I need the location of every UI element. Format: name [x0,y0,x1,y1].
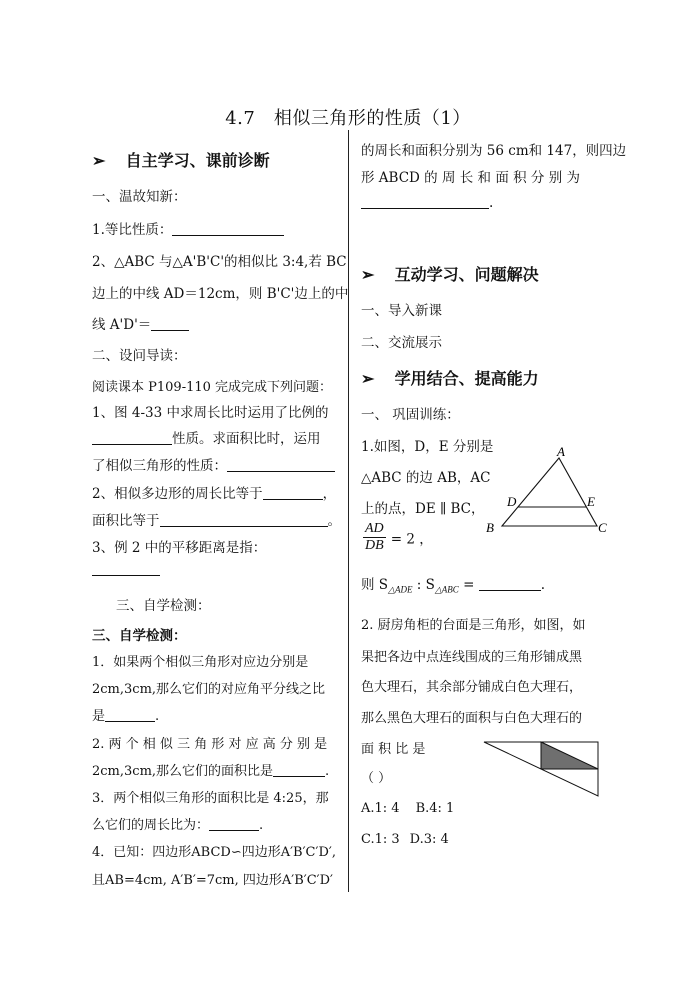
q1-line: 1.等比性质： [92,218,284,238]
p2-line4: 那么黑色大理石的面积与白色大理石的 [361,711,583,726]
p2-paren: （ ） [361,771,392,786]
review-heading: 一、温故知新： [92,189,187,205]
answer-blank[interactable] [273,763,325,777]
drill-heading: 一、 巩固训练： [361,407,460,423]
p2-line3: 色大理石，其余部分铺成白色大理石， [361,680,583,695]
options-row1 [361,801,454,816]
arrow-bullet-icon: ➢ [92,151,106,170]
p2-line5: 面 积 比 是 [361,742,426,757]
read-instruction: 阅读课本 P109-110 完成完成下列问题： [92,380,333,395]
q2-line1: 2、△ABC 与△A'B'C'的相似比 3:4,若 BC [92,254,347,270]
page-title: 4.7 相似三角形的性质（1） [225,108,471,129]
answer-blank[interactable] [160,513,328,527]
c3-line2: 么它们的周长比为： . [92,818,264,833]
g1-line1: 1、图 4-33 中求周长比时运用了比例的 [92,405,329,421]
triangle-figure [482,444,612,536]
shaded-midpoint-triangle [541,742,598,769]
option-d[interactable]: D.3: 4 [409,832,449,847]
p1-line2: △ABC 的边 AB，AC [361,470,491,486]
g2-line2: 面积比等于 。 [92,513,341,529]
answer-blank[interactable] [151,317,189,331]
column-divider [348,130,349,892]
option-b[interactable]: B.4: 1 [415,801,455,816]
label-d: D [507,494,517,509]
triangle-abc [502,458,597,526]
ratio-given: $\frac{AD}{DB}$ = 2 ， [365,521,433,553]
answer-blank[interactable] [105,708,155,722]
section-heading-interactive: ➢ 互动学习、问题解决 [361,265,539,284]
section-title: 自主学习、课前诊断 [125,151,270,170]
g2-line1: 2、相似多边形的周长比等于 ， [92,486,337,502]
label-b: B [486,520,494,535]
g1-line2: 性质。求面积比时，运用 [92,427,321,447]
c1-line2: 2cm,3cm,那么它们的对应角平分线之比 [92,682,326,697]
c4-cont-line2: 形 ABCD 的 周 长 和 面 积 分 别 为 [361,170,580,186]
options-row2 [361,832,449,847]
label-a: A [557,444,565,459]
c2-line2: 2cm,3cm,那么它们的面积比是 . [92,764,330,779]
c3-line1: 3．两个相似三角形的面积比是 4:25，那 [92,791,329,806]
self-check-heading-bold: 三、自学检测： [92,628,187,644]
c4-line2: 且AB=4cm, A′B′=7cm, 四边形A′B′C′D′ [92,873,333,888]
answer-blank[interactable] [361,195,489,209]
p1-area-ratio: 则 $S_{\triangle ADE}$ : $S_{\triangle ABC}$ = . [361,577,545,595]
c2-line1: 2. 两 个 相 似 三 角 形 对 应 高 分 别 是 [92,737,328,752]
exchange-item: 二、交流展示 [361,335,442,351]
g3-line2 [92,562,160,578]
p2-line2: 果把各边中点连线围成的三角形铺成黑 [361,650,583,665]
q2-line2: 边上的中线 AD＝12cm，则 B'C'边上的中 [92,286,349,302]
answer-blank[interactable] [172,222,284,236]
self-check-heading-plain: 三、自学检测： [116,598,211,614]
counter-figure [482,740,602,798]
arrow-bullet-icon: ➢ [361,265,375,284]
c4-cont-line3: . [361,195,493,211]
option-c[interactable]: C.1: 3 [361,832,400,847]
c1-line3: 是 . [92,709,160,724]
label-c: C [598,520,607,535]
fraction-ad-db: $\frac{AD}{DB}$ [365,521,384,553]
p2-line1: 2. 厨房角柜的台面是三角形，如图，如 [361,618,586,633]
g3-line1: 3、例 2 中的平移距离是指： [92,540,267,556]
c4-cont-line1: 的周长和面积分别为 56 cm和 147，则四边 [361,143,627,159]
section-heading-apply: ➢ 学用结合、提高能力 [361,369,539,388]
guide-heading: 二、设问导读： [92,348,187,364]
arrow-bullet-icon: ➢ [361,369,375,388]
q2-line3: 线 A'D'＝ [92,313,189,333]
c4-line1: 4．已知：四边形ABCD∽四边形A′B′C′D′, [92,845,336,860]
g1-line3: 了相似三角形的性质： [92,454,335,474]
answer-blank[interactable] [263,486,323,500]
c1-line1: 1．如果两个相似三角形对应边分别是 [92,655,309,670]
intro-item: 一、导入新课 [361,303,442,319]
answer-blank[interactable] [479,577,541,591]
section-heading-self-study [92,148,270,171]
answer-blank[interactable] [227,458,335,472]
answer-blank[interactable] [209,817,259,831]
label-e: E [587,494,595,509]
p1-line3: 上的点，DE ∥ BC， [361,501,485,517]
p1-line1: 1.如图，D，E 分别是 [361,439,494,455]
option-a[interactable]: A.1: 4 [361,801,400,816]
answer-blank[interactable] [92,431,172,445]
answer-blank[interactable] [92,562,160,576]
